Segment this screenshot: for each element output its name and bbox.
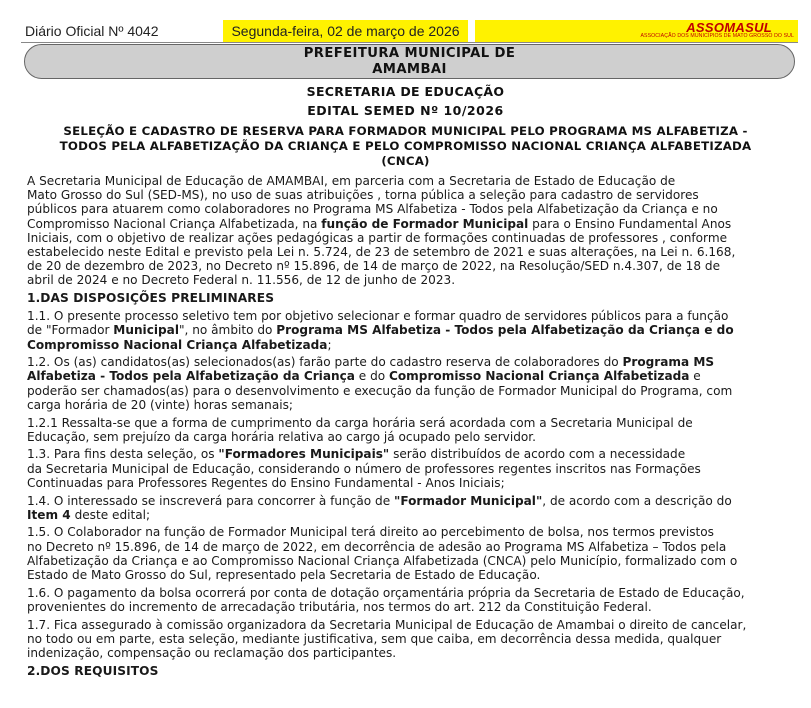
clause-line	[27, 508, 797, 522]
subject-line2: TODOS PELA ALFABETIZAÇÃO DA CRIANÇA E PELO COMPROMISSO NACIONAL CRIANÇA ALFABETIZADA	[59, 139, 752, 153]
clause-line: Continuadas para Professores Regentes do Ensino Fundamental - Anos Iniciais;	[27, 475, 505, 490]
subject-line3: (CNCA)	[381, 154, 430, 168]
brand-name: ASSOMASUL	[686, 20, 772, 35]
prefeitura-line2: AMAMBAI	[372, 62, 447, 77]
issue-date: Segunda-feira, 02 de março de 2026	[223, 20, 468, 42]
clause-text: serão distribuídos de acordo com a necessidade	[389, 447, 686, 462]
clause-line: no Decreto nº 15.896, de 14 de março de 2022, em decorrência de adesão ao Programa MS Alfabetiza – Todos pela	[27, 539, 727, 554]
clause-line	[27, 355, 797, 369]
clause-line	[27, 323, 797, 337]
clause-1-2-1	[27, 416, 797, 444]
clause-text: e	[689, 369, 701, 384]
intro-text: para o Ensino Fundamental Anos	[528, 216, 732, 231]
clause-1-1	[27, 309, 797, 352]
clause-line: provenientes do incremento de arrecadação tributária, nos termos do art. 212 da Constituição Federal.	[27, 599, 652, 614]
intro-line: Mato Grosso do Sul (SED-MS), no uso de suas atribuições , torna pública a seleção para cadastro de servidores	[27, 188, 699, 203]
clause-1-2	[27, 355, 797, 412]
clause-line: Alfabetização da Criança e ao Compromisso Nacional Criança Alfabetizada (CNCA) pelo Município, formalizado com o	[27, 553, 738, 568]
clause-text: 1.4. O interessado se inscreverá para concorrer à função de	[27, 493, 395, 508]
clause-bold: Item 4	[27, 507, 71, 522]
clause-bold: "Formador Municipal"	[394, 493, 543, 508]
clause-line: 1.1. O presente processo seletivo tem por objetivo selecionar e formar quadro de servidores públicos para a função	[27, 309, 729, 324]
gazette-header	[21, 20, 798, 43]
edital-number: EDITAL SEMED Nº 10/2026	[307, 103, 504, 118]
clause-line: da Secretaria Municipal de Educação, considerando o número de professores regentes inscritos nas Formações	[27, 461, 701, 476]
intro-line: de 20 de dezembro de 2023, no Decreto nº 15.896, de 14 de março de 2022, na Resolução/SED n.4.307, de 18 de	[27, 259, 721, 274]
intro-line: públicos para atuarem como colaboradores no Programa MS Alfabetiza - Todos pela Alfabetização da Criança e no	[27, 202, 718, 217]
clause-text: de "Formador	[27, 323, 114, 338]
clause-text: e do	[354, 369, 389, 384]
clause-line	[27, 447, 797, 461]
intro-line: abril de 2024 e no Decreto Federal n. 11.556, de 12 de junho de 2023.	[27, 273, 456, 288]
clause-line: Estado de Mato Grosso do Sul, representado pela Secretaria de Estado de Educação.	[27, 568, 541, 583]
clause-1-4	[27, 494, 797, 522]
clause-line: 1.5. O Colaborador na função de Formador Municipal terá direito ao percebimento de bolsa, nos termos previstos	[27, 525, 714, 540]
intro-bold: função de Formador Municipal	[321, 216, 529, 231]
edital-subject	[0, 124, 811, 169]
intro-paragraph	[27, 174, 797, 288]
brand-subtitle: ASSOCIAÇÃO DOS MUNICÍPIOS DE MATO GROSSO DO SUL	[640, 33, 794, 39]
clause-bold: Compromisso Nacional Criança Alfabetizada	[389, 369, 690, 384]
section-2-title: 2.DOS REQUISITOS	[27, 663, 159, 678]
intro-line: estabelecido neste Edital e previsto pela Lei n. 5.724, de 23 de setembro de 2021 e suas alterações, na Lei n. 6.168,	[27, 245, 736, 260]
intro-line	[27, 217, 797, 231]
secretaria-heading: SECRETARIA DE EDUCAÇÃO	[306, 84, 505, 99]
clause-text: 1.2. Os (as) candidatos(as) selecionados(as) farão parte do cadastro reserva de colaboradores do	[27, 355, 623, 370]
clause-line	[27, 369, 797, 383]
clause-line: 1.6. O pagamento da bolsa ocorrerá por conta de dotação orçamentária própria da Secretaria de Estado de Educação,	[27, 585, 745, 600]
clause-line: 1.2.1 Ressalta-se que a forma de cumprimento da carga horária será acordada com a Secretaria Municipal de	[27, 415, 693, 430]
clause-line	[27, 338, 797, 352]
clause-1-7	[27, 618, 797, 661]
clause-line: indenização, compensação ou reclamação dos participantes.	[27, 646, 397, 661]
intro-text: Compromisso Nacional Criança Alfabetizada, na	[27, 216, 322, 231]
issue-number: Diário Oficial Nº 4042	[25, 23, 159, 39]
assomasul-logo	[475, 20, 798, 42]
clause-text: ", no âmbito do	[178, 323, 277, 338]
prefeitura-line1: PREFEITURA MUNICIPAL DE	[303, 46, 516, 61]
clause-1-3	[27, 447, 797, 490]
clause-bold: Programa MS	[622, 355, 715, 370]
clause-bold: Programa MS Alfabetiza - Todos pela Alfabetização da Criança e do	[276, 323, 734, 338]
prefeitura-banner	[24, 44, 795, 79]
clause-text: 1.3. Para fins desta seleção, os	[27, 447, 219, 462]
clause-text: ;	[327, 337, 332, 352]
section-1-title: 1.DAS DISPOSIÇÕES PRELIMINARES	[27, 291, 275, 306]
clause-bold: Alfabetiza - Todos pela Alfabetização da Criança	[27, 369, 355, 384]
clause-line: Educação, sem prejuízo da carga horária relativa ao cargo já ocupado pelo servidor.	[27, 429, 536, 444]
clause-line: poderão ser chamados(as) para o desenvolvimento e execução da função de Formador Municipal do Programa, com	[27, 383, 733, 398]
intro-line: A Secretaria Municipal de Educação de AMAMBAI, em parceria com a Secretaria de Estado de Educação de	[27, 174, 676, 188]
clause-line: carga horária de 20 (vinte) horas semanais;	[27, 397, 293, 412]
clause-line: 1.7. Fica assegurado à comissão organizadora da Secretaria Municipal de Educação de Amambai o direito de cancelar,	[27, 617, 747, 632]
clause-bold: Compromisso Nacional Criança Alfabetizada	[27, 337, 328, 352]
clause-text: , de acordo com a descrição do	[542, 493, 732, 508]
clause-text: deste edital;	[70, 507, 151, 522]
clause-1-6	[27, 586, 797, 614]
clause-line	[27, 494, 797, 508]
clause-line: no todo ou em parte, esta seleção, mediante justificativa, sem que caiba, em decorrência dessa medida, qualquer	[27, 631, 722, 646]
clause-bold: Municipal	[113, 323, 179, 338]
edital-body	[27, 174, 797, 682]
clause-bold: "Formadores Municipais"	[218, 447, 390, 462]
intro-line: Iniciais, com o objetivo de realizar ações pedagógicas a partir de formações continuadas de professores , conforme	[27, 230, 728, 245]
clause-1-5	[27, 525, 797, 582]
subject-line1: SELEÇÃO E CADASTRO DE RESERVA PARA FORMADOR MUNICIPAL PELO PROGRAMA MS ALFABETIZA -	[63, 124, 748, 138]
